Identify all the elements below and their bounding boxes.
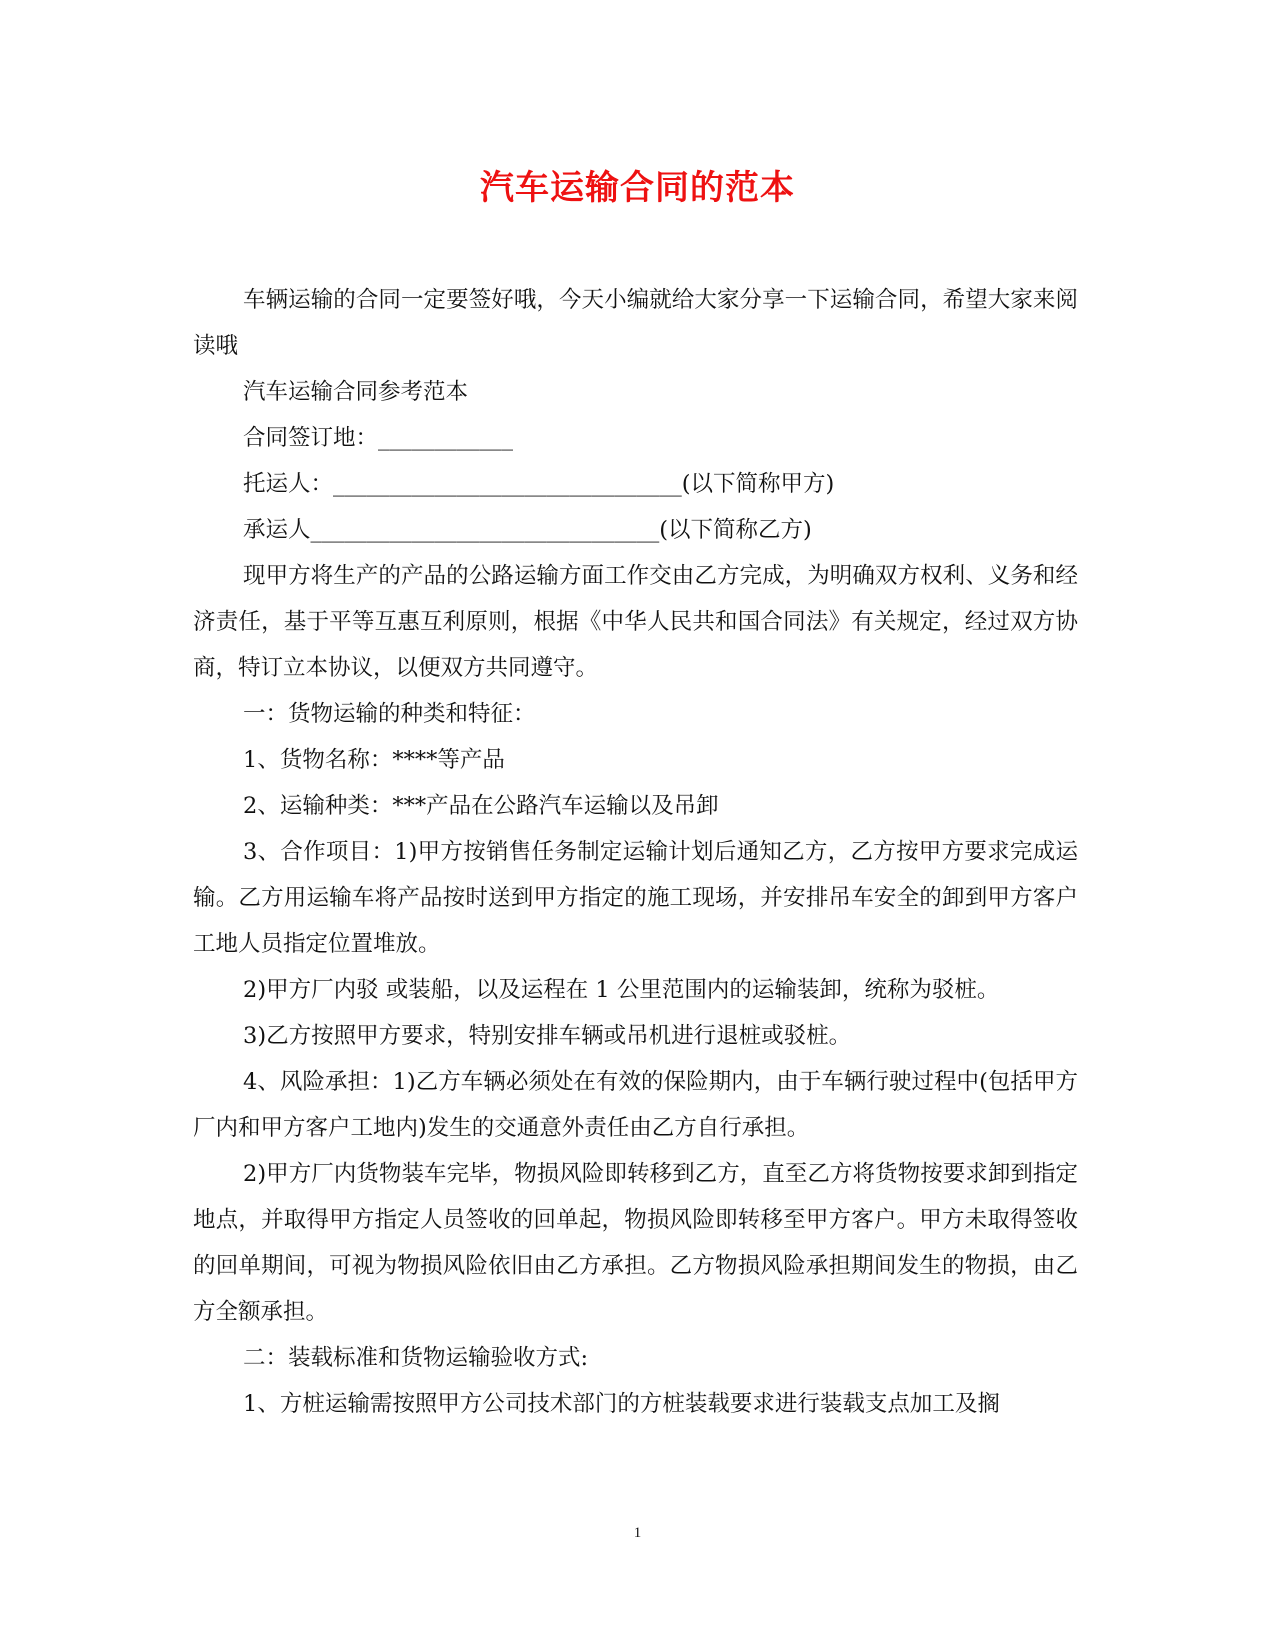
carrier-line: 承运人_______________________________(以下简称乙方) (243, 517, 812, 543)
clause-1-2: 2、运输种类：***产品在公路汽车运输以及吊卸 (243, 793, 719, 819)
subtitle-line: 汽车运输合同参考范本 (243, 379, 469, 405)
consignor-line: 托运人：_______________________________(以下简称甲方) (243, 471, 835, 497)
document-body (193, 277, 1078, 1427)
clause-1-3: 3、合作项目：1)甲方按销售任务制定运输计划后通知乙方，乙方按甲方要求完成运输。乙方用运输车将产品按时送到甲方指定的施工现场，并安排吊车安全的卸到甲方客户工地人员指定位置堆放。 (193, 839, 1078, 957)
clause-1-4-2: 2)甲方厂内货物装车完毕，物损风险即转移到乙方，直至乙方将货物按要求卸到指定地点，并取得甲方指定人员签收的回单起，物损风险即转移至甲方客户。甲方未取得签收的回单期间，可视为物损风险依旧由乙方承担。乙方物损风险承担期间发生的物损，由乙方全额承担。 (193, 1161, 1078, 1325)
clause-1-3-2: 2)甲方厂内驳 或装船，以及运程在 1 公里范围内的运输装卸，统称为驳桩。 (243, 977, 1000, 1003)
signing-place-line: 合同签订地：____________ (243, 425, 514, 451)
clause-1-3-3: 3)乙方按照甲方要求，特别安排车辆或吊机进行退桩或驳桩。 (243, 1023, 852, 1049)
intro-paragraph: 车辆运输的合同一定要签好哦，今天小编就给大家分享一下运输合同，希望大家来阅读哦 (193, 287, 1078, 359)
page-number: 1 (633, 1525, 642, 1541)
clause-2-1: 1、方桩运输需按照甲方公司技术部门的方桩装载要求进行装载支点加工及搁 (243, 1391, 1000, 1417)
clause-1-4: 4、风险承担：1)乙方车辆必须处在有效的保险期内，由于车辆行驶过程中(包括甲方厂内和甲方客户工地内)发生的交通意外责任由乙方自行承担。 (193, 1069, 1078, 1141)
section-heading-2: 二：装载标准和货物运输验收方式: (243, 1345, 589, 1371)
preamble-paragraph: 现甲方将生产的产品的公路运输方面工作交由乙方完成，为明确双方权利、义务和经济责任，基于平等互惠互利原则，根据《中华人民共和国合同法》有关规定，经过双方协商，特订立本协议，以便双方共同遵守。 (193, 563, 1078, 681)
clause-1-1: 1、货物名称：****等产品 (243, 747, 505, 773)
section-heading-1: 一：货物运输的种类和特征： (243, 701, 536, 727)
document-title: 汽车运输合同的范本 (480, 168, 795, 208)
